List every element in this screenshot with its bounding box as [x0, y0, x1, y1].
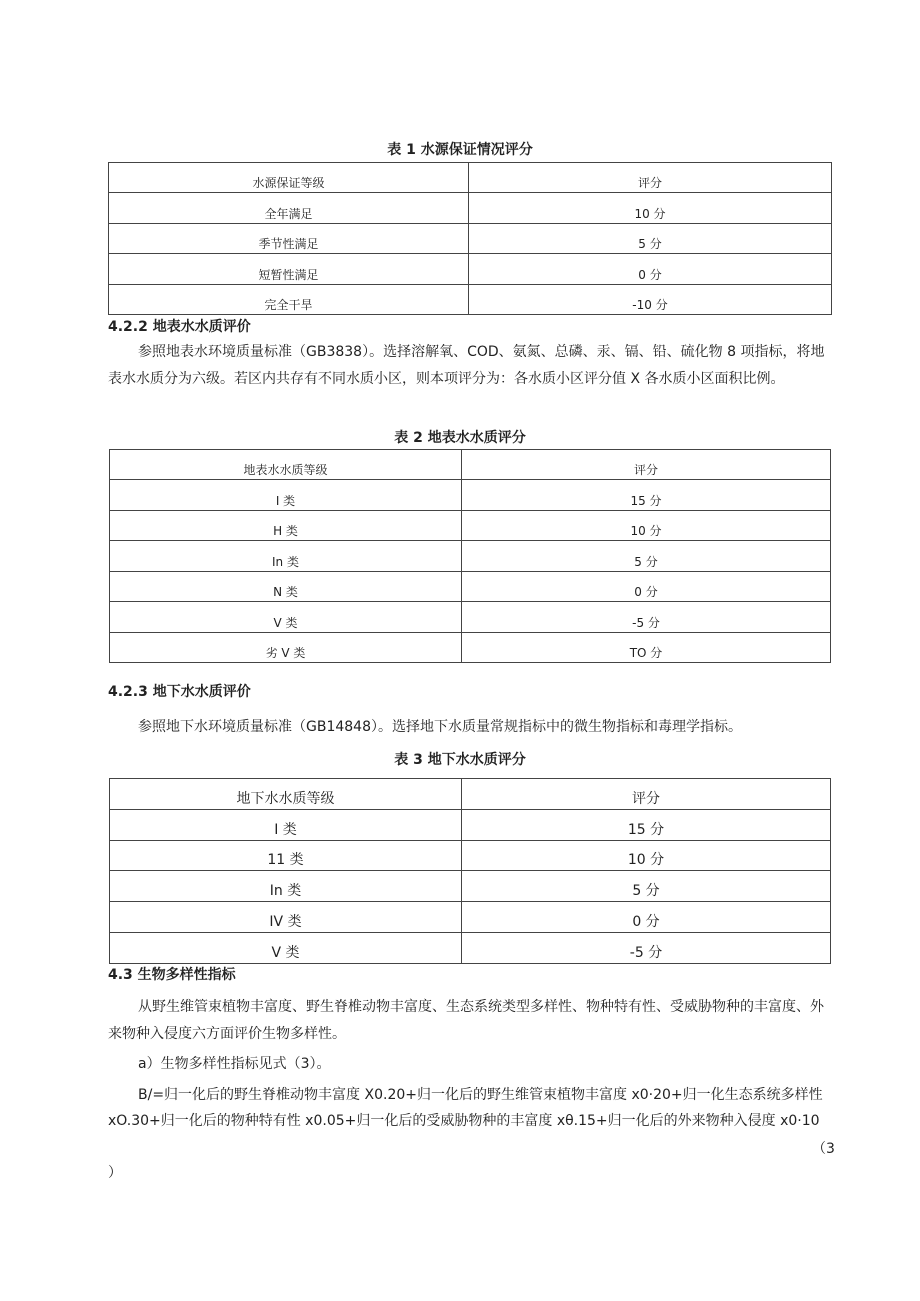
- table-header-cell: 评分: [462, 779, 831, 810]
- grade-cell: I 类: [110, 480, 462, 510]
- score-cell: -10 分: [469, 284, 832, 314]
- equation-number-close: ）: [108, 1165, 122, 1181]
- table-header-row: [110, 450, 831, 480]
- table-header-row: [110, 779, 831, 810]
- grade-cell: 全年满足: [109, 193, 469, 223]
- item-a: a）生物多样性指标见式（3）。: [138, 1056, 331, 1072]
- table3: [109, 778, 831, 964]
- grade-cell: H 类: [110, 510, 462, 540]
- table-header-cell: 地下水水质等级: [110, 779, 462, 810]
- grade-cell: N 类: [110, 571, 462, 601]
- score-cell: 5 分: [469, 223, 832, 253]
- table-row: [110, 840, 831, 871]
- grade-cell: 11 类: [110, 840, 462, 871]
- grade-cell: 季节性满足: [109, 223, 469, 253]
- table2-caption: 表 2 地表水水质评分: [394, 430, 526, 446]
- table1-caption: 表 1 水源保证情况评分: [387, 142, 533, 158]
- section-4-2-3-heading: 4.2.3 地下水水质评价: [108, 684, 251, 700]
- table3-caption: 表 3 地下水水质评分: [394, 752, 526, 768]
- table1: [108, 162, 832, 315]
- score-cell: -5 分: [462, 602, 831, 632]
- section-4-2-2-paragraph: 参照地表水环境质量标准（GB3838）。选择溶解氧、COD、氨氮、总磷、汞、镉、铅、硫化物 8 项指标，将地表水水质分为六级。若区内共存有不同水质小区，则本项评分为：各水质小区评分值 X 各水质小区面积比例。: [108, 344, 825, 387]
- table-row: [110, 602, 831, 632]
- score-cell: 0 分: [462, 571, 831, 601]
- table-header-cell: 地表水水质等级: [110, 450, 462, 480]
- score-cell: 0 分: [469, 254, 832, 284]
- score-cell: 5 分: [462, 871, 831, 902]
- formula-3: B/=归一化后的野生脊椎动物丰富度 X0.20+归一化后的野生维管束植物丰富度 x0·20+归一化生态系统多样性 xO.30+归一化后的物种特有性 x0.05+归一化后的受威胁物种的丰富度 xθ.15+归一化后的外来物种入侵度 x0·10: [108, 1087, 823, 1129]
- table-row: [110, 541, 831, 571]
- score-cell: TO 分: [462, 632, 831, 662]
- table-header-cell: 评分: [469, 163, 832, 193]
- table-row: [110, 933, 831, 964]
- grade-cell: IV 类: [110, 902, 462, 933]
- table-row: [109, 223, 832, 253]
- grade-cell: V 类: [110, 602, 462, 632]
- table-row: [109, 254, 832, 284]
- grade-cell: In 类: [110, 541, 462, 571]
- table-row: [109, 284, 832, 314]
- table-row: [110, 571, 831, 601]
- table-row: [109, 193, 832, 223]
- section-4-2-3-paragraph: 参照地下水环境质量标准（GB14848）。选择地下水质量常规指标中的微生物指标和毒理学指标。: [138, 719, 742, 735]
- table-row: [110, 902, 831, 933]
- grade-cell: V 类: [110, 933, 462, 964]
- table2: [109, 449, 831, 663]
- table-header-row: [109, 163, 832, 193]
- section-4-2-2-heading: 4.2.2 地表水水质评价: [108, 319, 251, 335]
- score-cell: 10 分: [469, 193, 832, 223]
- score-cell: 5 分: [462, 541, 831, 571]
- table-header-cell: 水源保证等级: [109, 163, 469, 193]
- score-cell: 15 分: [462, 480, 831, 510]
- section-4-3-heading: 4.3 生物多样性指标: [108, 967, 236, 983]
- table-row: [110, 510, 831, 540]
- grade-cell: 短暂性满足: [109, 254, 469, 284]
- score-cell: 10 分: [462, 510, 831, 540]
- score-cell: 10 分: [462, 840, 831, 871]
- score-cell: -5 分: [462, 933, 831, 964]
- section-4-3-paragraph: 从野生维管束植物丰富度、野生脊椎动物丰富度、生态系统类型多样性、物种特有性、受威胁物种的丰富度、外来物种入侵度六方面评价生物多样性。: [108, 999, 824, 1042]
- grade-cell: I 类: [110, 809, 462, 840]
- equation-number-open: （3: [812, 1141, 835, 1157]
- score-cell: 15 分: [462, 809, 831, 840]
- grade-cell: 完全干旱: [109, 284, 469, 314]
- grade-cell: 劣 V 类: [110, 632, 462, 662]
- score-cell: 0 分: [462, 902, 831, 933]
- table-row: [110, 480, 831, 510]
- table-row: [110, 632, 831, 662]
- table-row: [110, 871, 831, 902]
- table-row: [110, 809, 831, 840]
- grade-cell: In 类: [110, 871, 462, 902]
- table-header-cell: 评分: [462, 450, 831, 480]
